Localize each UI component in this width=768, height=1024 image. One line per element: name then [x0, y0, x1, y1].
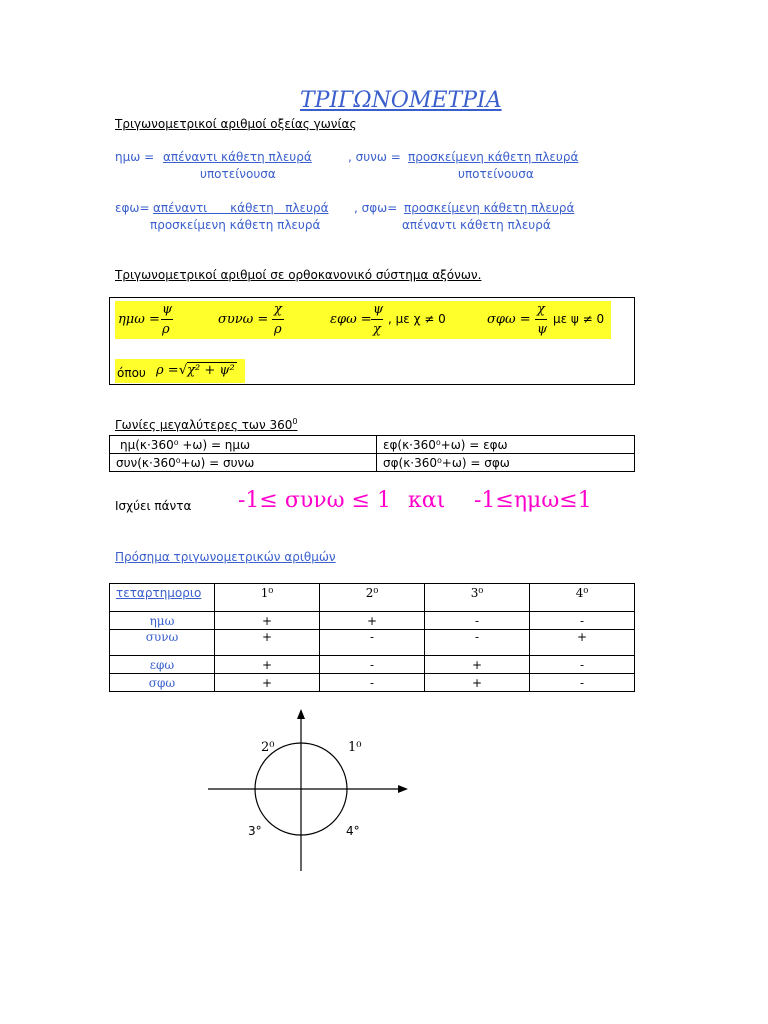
table-row: [110, 436, 635, 454]
table-cell: +: [530, 630, 635, 656]
table-cell: -: [425, 612, 530, 630]
angles-table: [109, 435, 635, 472]
x-axis-arrow-icon: [398, 785, 408, 793]
row-label: εφω: [110, 656, 215, 674]
cot-label: , σφω=: [354, 201, 398, 215]
section2-heading: Τριγωνομετρικοί αριθμοί σε ορθοκανονικό σύστημα αξόνων.: [115, 268, 482, 282]
inequality-cos: -1≤ συνω ≤ 1: [238, 488, 391, 513]
table-cell: συν(κ·360⁰+ω) = συνω: [110, 454, 377, 472]
section1-heading: Τριγωνομετρικοί αριθμοί οξείας γωνίας: [115, 117, 357, 131]
quadrant-1-label: 1⁰: [348, 740, 362, 755]
cot-numerator: προσκείμενη κάθετη πλευρά: [404, 201, 575, 215]
cos-denominator: υποτείνουσα: [458, 167, 534, 181]
table-cell: -: [530, 674, 635, 692]
signs-heading: Πρόσημα τριγωνομετρικών αριθμών: [115, 550, 336, 564]
quadrant-4-label: 4°: [346, 824, 360, 838]
sin-numerator: απέναντι κάθετη πλευρά: [163, 150, 312, 164]
table-cell: +: [215, 612, 320, 630]
table-cell: +: [215, 630, 320, 656]
column-header: 4⁰: [530, 584, 635, 612]
cos-label: , συνω =: [348, 150, 401, 164]
table-row: [110, 656, 635, 674]
table-cell: +: [215, 674, 320, 692]
table-cell: -: [425, 630, 530, 656]
table-cell: +: [215, 656, 320, 674]
table-cell: -: [530, 612, 635, 630]
inequality-sin: -1≤ημω≤1: [474, 488, 592, 513]
sin-denominator: υποτείνουσα: [200, 167, 276, 181]
cot-denominator: απέναντι κάθετη πλευρά: [402, 218, 551, 232]
tan-denominator: προσκείμενη κάθετη πλευρά: [150, 218, 321, 232]
row-label: συνω: [110, 630, 215, 656]
table-cell: ημ(κ·360⁰ +ω) = ημω: [110, 436, 377, 454]
row-label: σφω: [110, 674, 215, 692]
quadrant-3-label: 3°: [248, 824, 262, 838]
table-cell: +: [320, 612, 425, 630]
sin-label: ημω =: [115, 150, 155, 164]
table-row: [110, 454, 635, 472]
where-label: όπου: [117, 366, 146, 380]
table-header-row: [110, 584, 635, 612]
table-cell: σφ(κ·360⁰+ω) = σφω: [377, 454, 635, 472]
page-title: ΤΡΙΓΩΝΟΜΕΤΡΙΑ: [300, 88, 502, 113]
y-axis-arrow-icon: [297, 709, 305, 719]
always-label: Ισχύει πάντα: [115, 499, 192, 513]
table-cell: -: [320, 674, 425, 692]
column-header: 3⁰: [425, 584, 530, 612]
section3-heading: Γωνίες μεγαλύτερες των $360^0$: [115, 417, 298, 432]
tan-label: εφω=: [115, 201, 150, 215]
unit-circle-diagram: [200, 705, 420, 875]
table-row: [110, 674, 635, 692]
table-cell: +: [425, 674, 530, 692]
signs-table: [109, 583, 635, 692]
table-cell: -: [320, 656, 425, 674]
row-label: ημω: [110, 612, 215, 630]
cos-numerator: προσκείμενη κάθετη πλευρά: [408, 150, 579, 164]
table-cell: -: [320, 630, 425, 656]
rho-formula: ρ = √χ² + ψ²: [156, 363, 235, 378]
table-row: [110, 612, 635, 630]
column-header: τεταρτημοριο: [110, 584, 215, 612]
table-cell: εφ(κ·360⁰+ω) = εφω: [377, 436, 635, 454]
quadrant-2-label: 2⁰: [261, 740, 275, 755]
table-cell: -: [530, 656, 635, 674]
table-cell: +: [425, 656, 530, 674]
column-header: 1⁰: [215, 584, 320, 612]
column-header: 2⁰: [320, 584, 425, 612]
tan-numerator: απέναντι κάθετη πλευρά: [153, 201, 329, 215]
table-row: [110, 630, 635, 656]
and-word: και: [408, 488, 446, 513]
